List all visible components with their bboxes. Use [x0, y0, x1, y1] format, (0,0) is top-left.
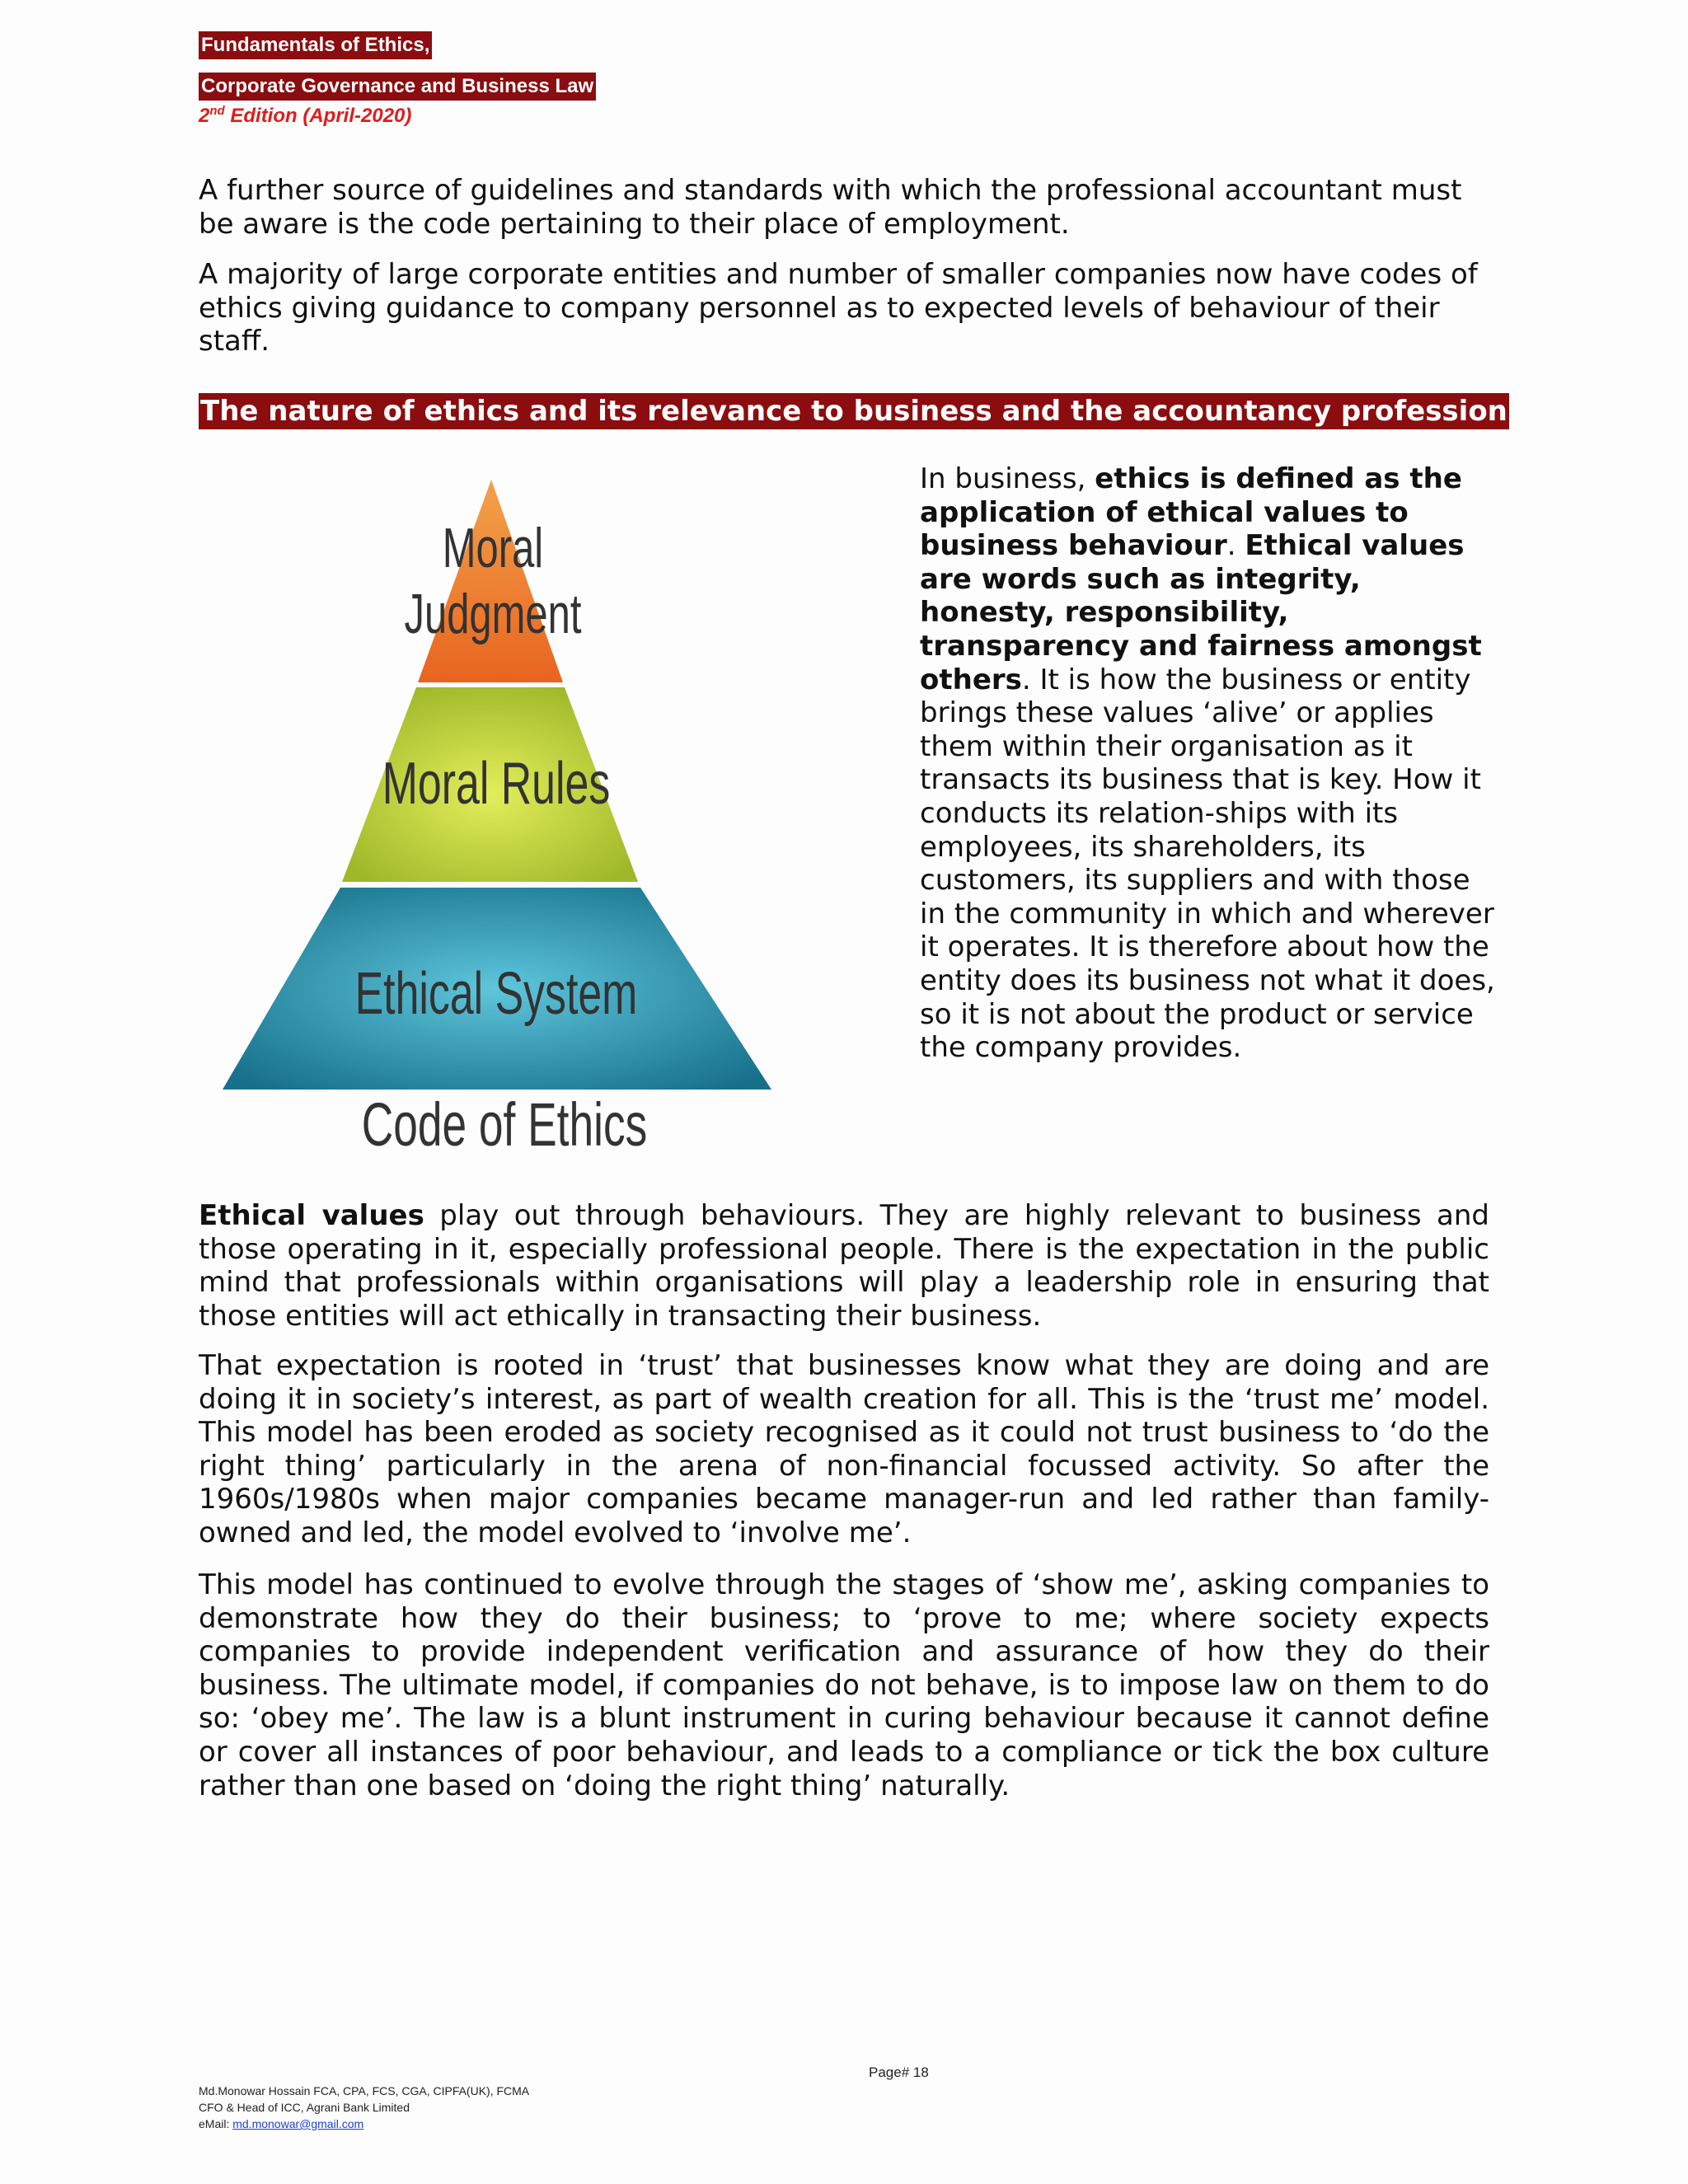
ethics-pyramid-svg — [216, 470, 793, 1162]
paragraph-ethical-values: Ethical values play out through behaviours. They are highly relevant to business and those operating in it, especially professional people. There is the expectation in the public mind that professionals within organisations will play a leadership role in ensuring that those entities will act ethically in transacting their business. — [199, 1199, 1489, 1333]
page-number: Page# 18 — [869, 2064, 929, 2080]
ethics-pyramid-figure — [216, 470, 793, 1162]
footer-author: Md.Monowar Hossain FCA, CPA, FCS, CGA, CIPFA(UK), FCMA — [199, 2084, 530, 2097]
header-edition: 2nd Edition (April-2020) — [199, 104, 412, 127]
paragraph-guidelines: A further source of guidelines and standards with which the professional accountant must be aware is the code pertaining to their place of employment. — [199, 174, 1462, 241]
section-heading: The nature of ethics and its relevance to business and the accountancy profession — [200, 395, 1507, 428]
footer-author-info — [199, 2083, 529, 2132]
pyramid-label-judgment: Judgment — [404, 582, 582, 645]
footer-position: CFO & Head of ICC, Agrani Bank Limited — [199, 2101, 410, 2114]
paragraph-model-evolution: This model has continued to evolve through the stages of ‘show me’, asking companies to demonstrate how they do their business; to ‘prove to me; where society expects companies to provide independent verification and assurance of how they do their business. The ultimate model, if companies do not behave, is to impose law on them to do so: ‘obey me’. The law is a blunt instrument in curing behaviour because it cannot define or cover all instances of poor behaviour, and leads to a compliance or tick the box culture rather than one based on ‘doing the right thing’ naturally. — [199, 1568, 1489, 1802]
email-link[interactable]: md.monowar@gmail.com — [232, 2117, 364, 2130]
footer-email-line: eMail: md.monowar@gmail.com — [199, 2117, 364, 2130]
paragraph-trust-model: That expectation is rooted in ‘trust’ that businesses know what they are doing and are doing it in society’s interest, as part of wealth creation for all. This is the ‘trust me’ model. This model has been eroded as society recognised as it could not trust business to ‘do the right thing’ particularly in the arena of non-financial focussed activity. So after the 1960s/1980s when major companies became manager-run and led rather than family-owned and led, the model evolved to ‘involve me’. — [199, 1349, 1489, 1549]
header-title-line1: Fundamentals of Ethics, — [199, 31, 432, 59]
pyramid-label-code-of-ethics: Code of Ethics — [361, 1090, 648, 1160]
pyramid-tier-moral-judgment — [418, 480, 563, 682]
pyramid-label-moral-rules: Moral Rules — [382, 750, 611, 818]
pyramid-label-ethical-system: Ethical System — [354, 960, 638, 1028]
pyramid-label-moral: Moral — [442, 516, 544, 579]
paragraph-codes-of-ethics: A majority of large corporate entities and number of smaller companies now have codes of ethics giving guidance to company personnel as to expected levels of behaviour of their staff. — [199, 258, 1478, 359]
header-title-line2: Corporate Governance and Business Law — [199, 73, 596, 101]
paragraph-ethics-definition: In business, ethics is defined as the application of ethical values to business behaviour. Ethical values are words such as integrity, honesty, responsibility, transparency and fairness amongst others. It is how the business or entity brings these values ‘alive’ or applies them within their organisation as it transacts its business that is key. How it conducts its relation-ships with its employees, its shareholders, its customers, its suppliers and with those in the community in which and wherever it operates. It is therefore about how the entity does its business not what it does, so it is not about the product or service the company provides. — [920, 462, 1495, 1065]
